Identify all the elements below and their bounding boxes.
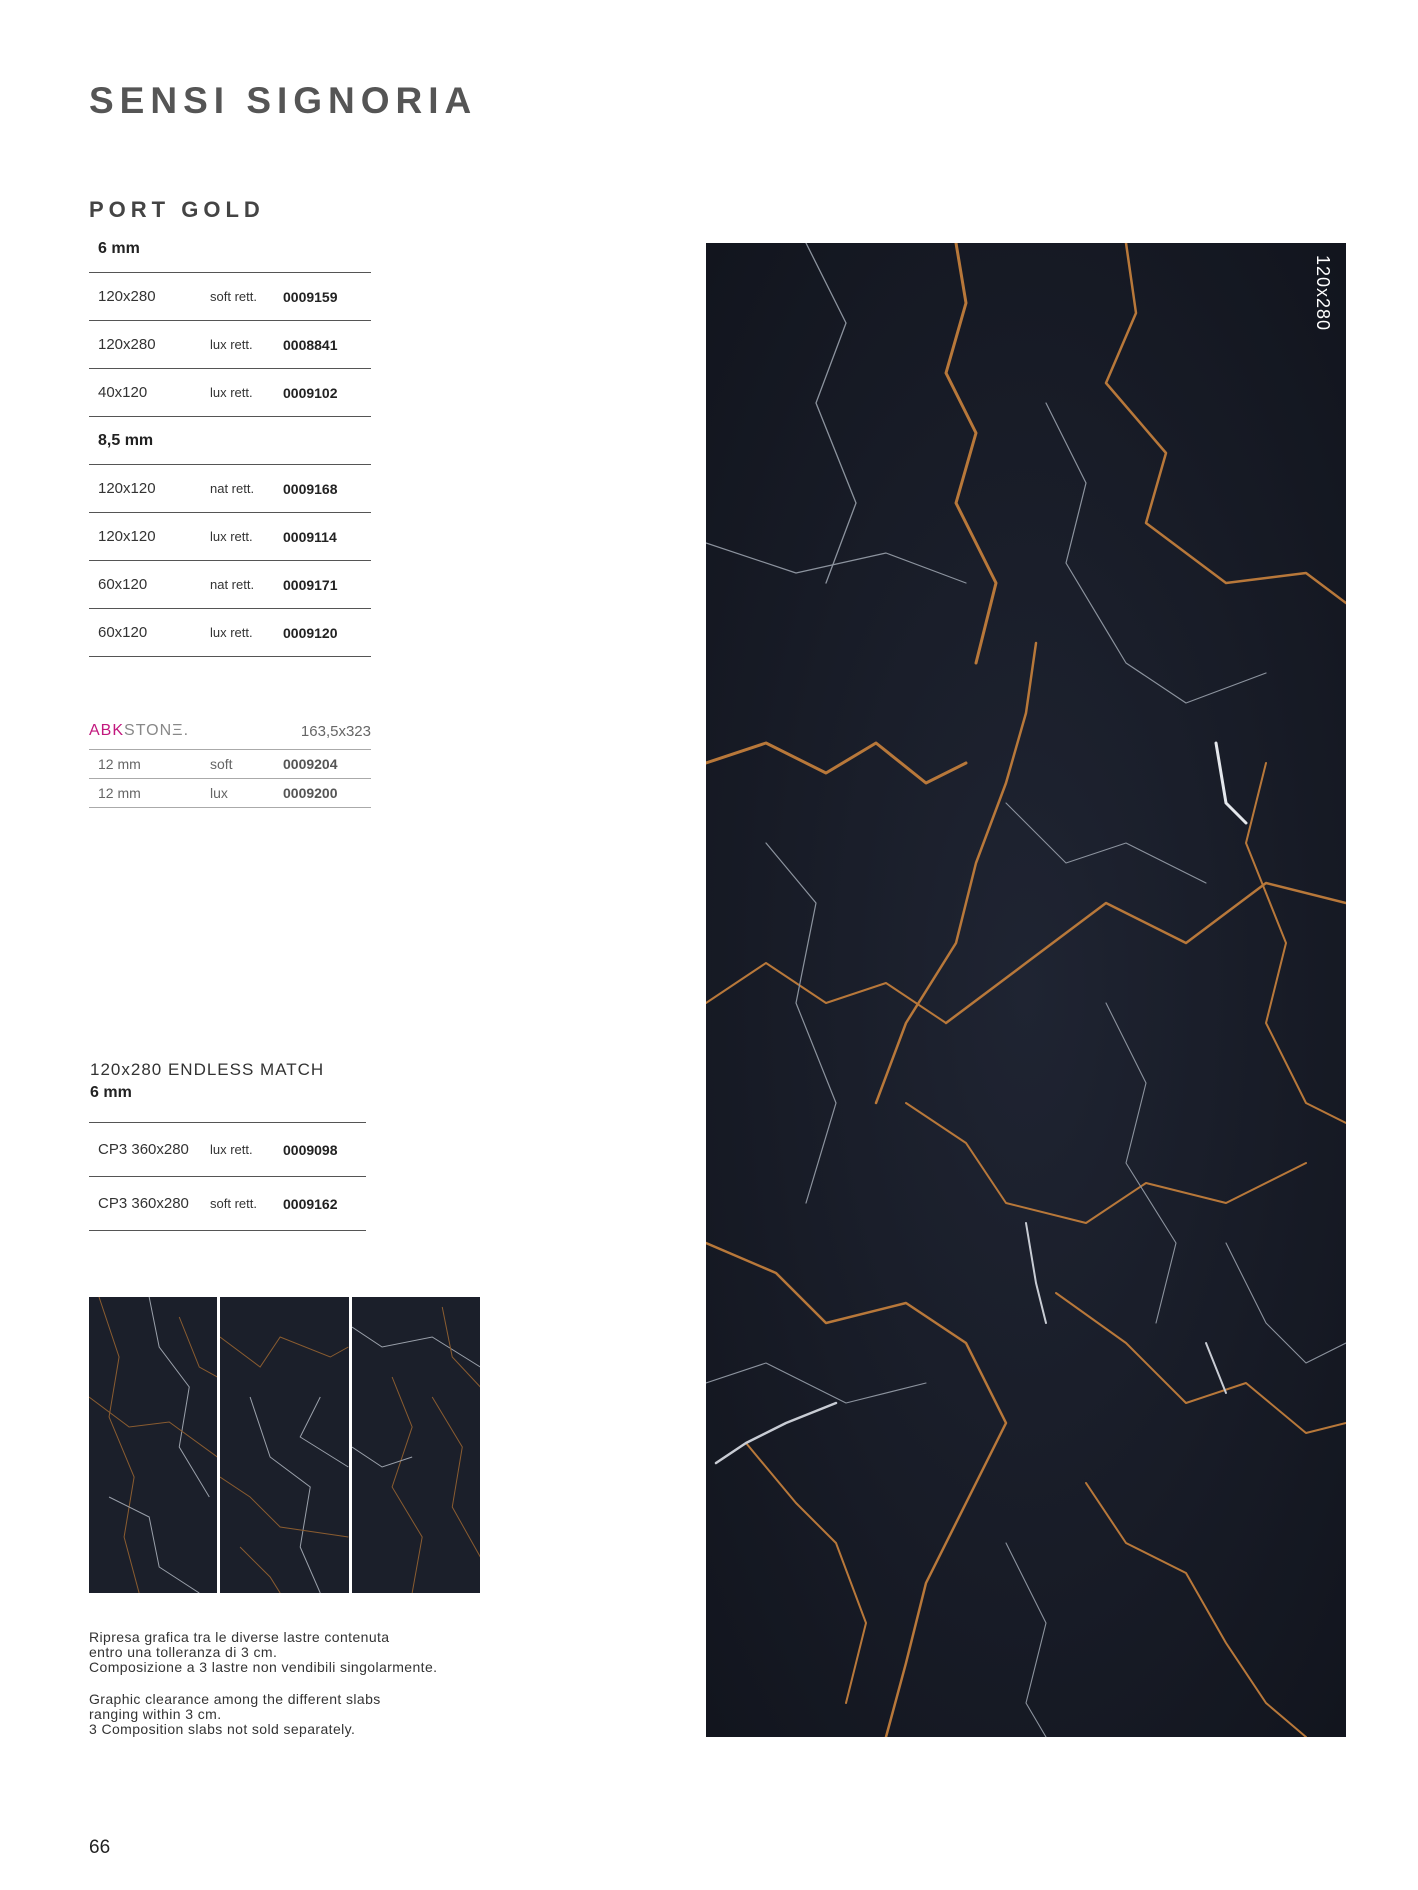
thickness-header: 6 mm (89, 225, 371, 273)
table-row: 120x120 nat rett. 0009168 (89, 465, 371, 513)
table-row: 40x120 lux rett. 0009102 (89, 369, 371, 417)
table-row: 60x120 lux rett. 0009120 (89, 609, 371, 657)
table-row: 12 mm soft 0009204 (89, 750, 371, 779)
table-row: 120x280 soft rett. 0009159 (89, 273, 371, 321)
table-row: CP3 360x280 lux rett. 0009098 (89, 1123, 366, 1177)
table-row: 120x280 lux rett. 0008841 (89, 321, 371, 369)
thickness-header: 8,5 mm (89, 417, 371, 465)
note-english: Graphic clearance among the different slabs ranging within 3 cm. 3 Composition slabs not sold separately. (89, 1691, 381, 1737)
abkstone-table (89, 713, 371, 808)
slab-tile (89, 1297, 217, 1593)
abkstone-logo: ABKSTONΞ. (89, 722, 190, 739)
abkstone-size: 163,5x323 (300, 722, 371, 740)
endless-match-thickness: 6 mm (90, 1084, 132, 1101)
page-number: 66 (89, 1837, 111, 1858)
note-italian: Ripresa grafica tra le diverse lastre contenuta entro una tolleranza di 3 cm. Composizione a 3 lastre non vendibili singolarmente. (89, 1629, 438, 1675)
endless-match-composition-image (89, 1297, 480, 1593)
endless-match-table (89, 1122, 366, 1231)
table-row: 60x120 nat rett. 0009171 (89, 561, 371, 609)
abkstone-header (89, 713, 371, 750)
table-row: CP3 360x280 soft rett. 0009162 (89, 1177, 366, 1231)
spec-table-6mm (89, 225, 371, 657)
slab-tile (352, 1297, 480, 1593)
table-row: 120x120 lux rett. 0009114 (89, 513, 371, 561)
slab-size-label: 120x280 (1313, 255, 1333, 332)
endless-match-title: 120x280 ENDLESS MATCH (90, 1060, 325, 1079)
slab-tile (220, 1297, 348, 1593)
product-title: PORT GOLD (89, 197, 265, 222)
brand-title: SENSI SIGNORIA (89, 80, 478, 121)
port-gold-slab-image (706, 243, 1346, 1737)
table-row: 12 mm lux 0009200 (89, 779, 371, 808)
